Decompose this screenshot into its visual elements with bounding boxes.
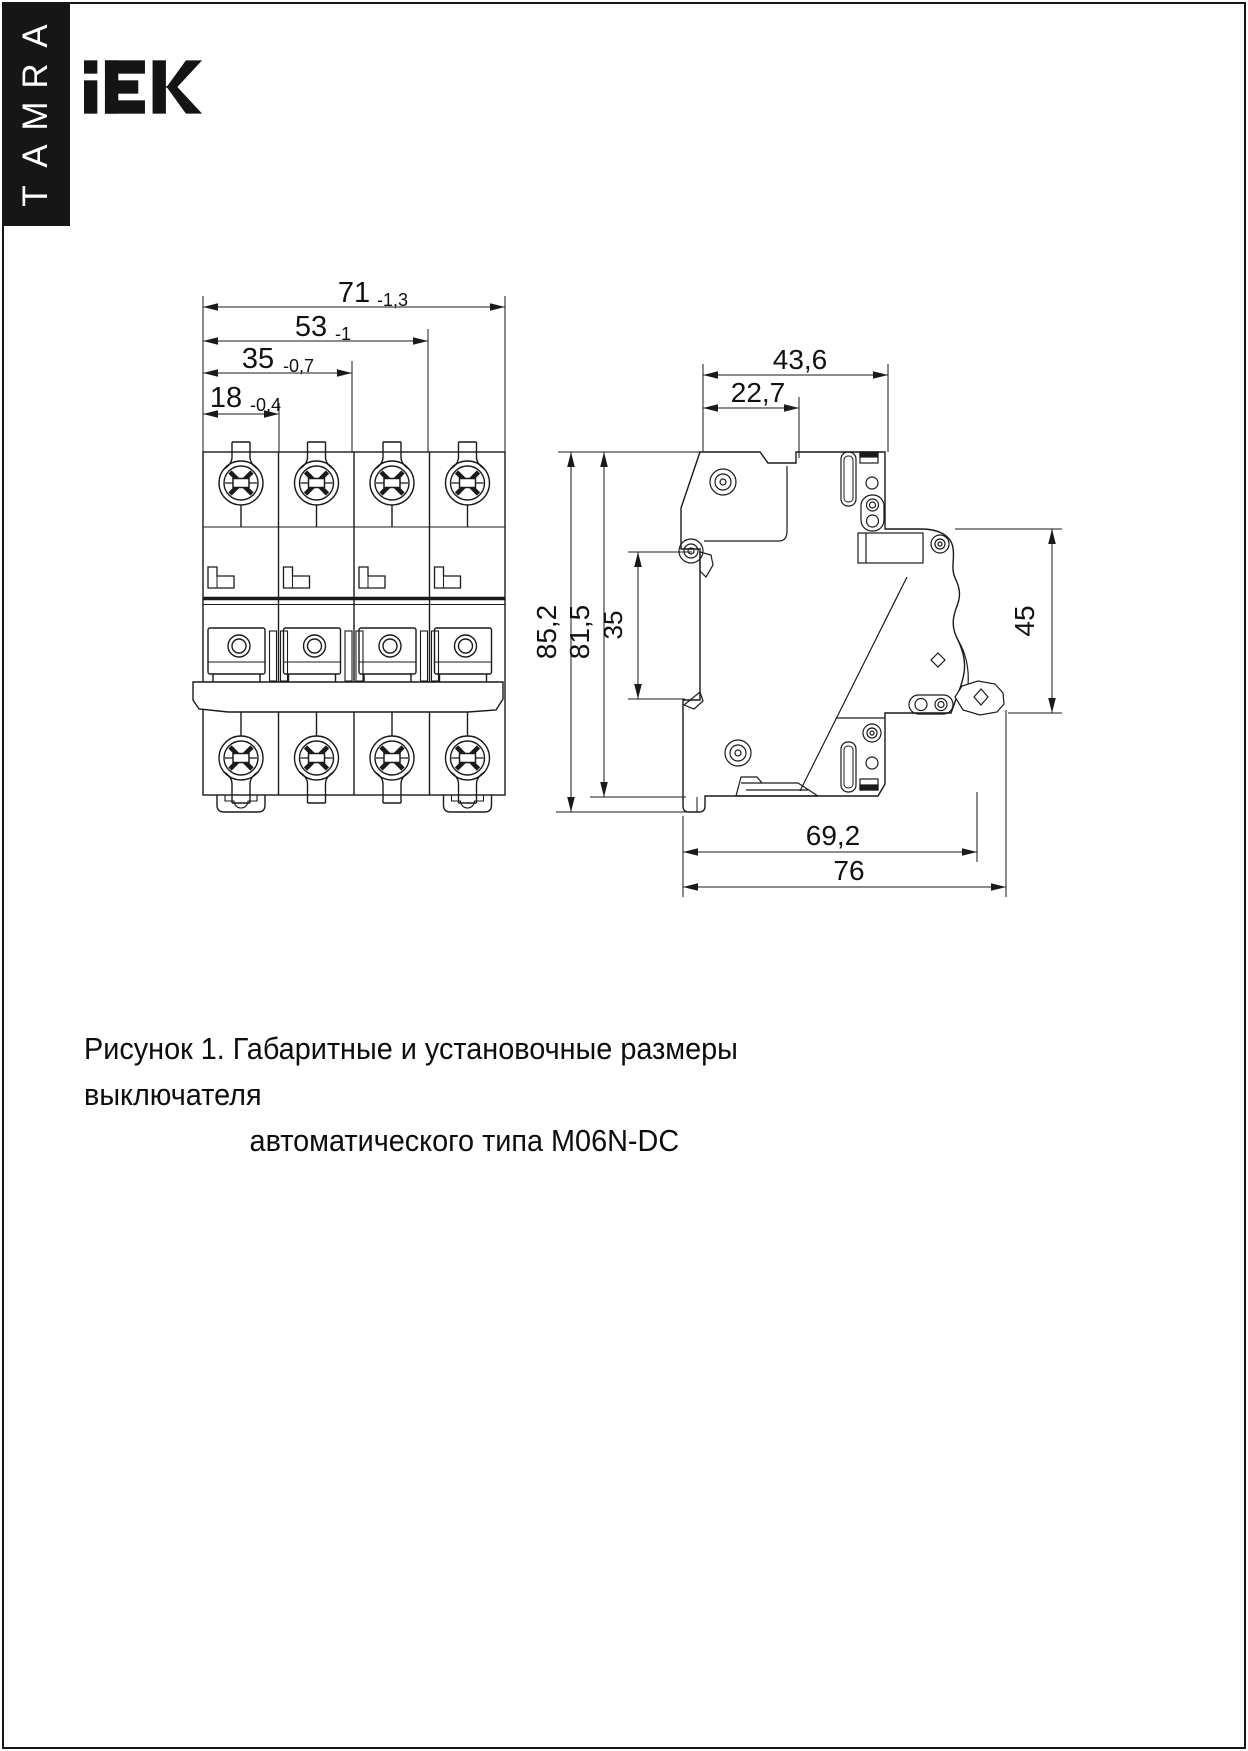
dim-43-6-label: 43,6: [772, 344, 828, 375]
dim-53-label: 53: [294, 311, 328, 343]
dim-53-tol: -1: [335, 324, 352, 344]
brand-letter: M: [16, 101, 55, 131]
side-view: [679, 452, 1004, 812]
front-view-dimensions: [203, 277, 505, 452]
brand-letter: A: [16, 24, 55, 48]
dim-45-label: 45: [1009, 605, 1040, 637]
front-view: [193, 442, 505, 812]
figure-caption-line1: Рисунок 1. Габаритные и установочные размеры выключателя: [84, 1031, 738, 1112]
dimension-drawing: [140, 230, 1110, 910]
dim-35-din-label: 35: [598, 610, 628, 640]
dim-69-2-label: 69,2: [805, 820, 861, 851]
figure-caption: [84, 1026, 845, 1164]
dim-81-5-label: 81,5: [564, 604, 595, 660]
dim-18-tol: -0,4: [250, 395, 282, 415]
dim-71-label: 71: [337, 277, 371, 309]
figure-caption-line2: автоматического типа М06N-DC: [249, 1123, 680, 1158]
dim-35-label: 35: [241, 343, 275, 375]
brand-letter: A: [16, 144, 55, 168]
brand-letter: T: [16, 185, 55, 207]
dim-76-label: 76: [833, 855, 865, 886]
dim-71-tol: -1,3: [377, 290, 409, 310]
brand-letter: R: [16, 63, 55, 89]
armat-brand-banner: [2, 2, 70, 226]
dim-18-label: 18: [209, 382, 243, 414]
dim-85-2-label: 85,2: [531, 604, 562, 660]
dim-22-7-label: 22,7: [730, 377, 786, 408]
iek-logo: [84, 56, 204, 118]
dim-35-tol: -0,7: [283, 356, 315, 376]
